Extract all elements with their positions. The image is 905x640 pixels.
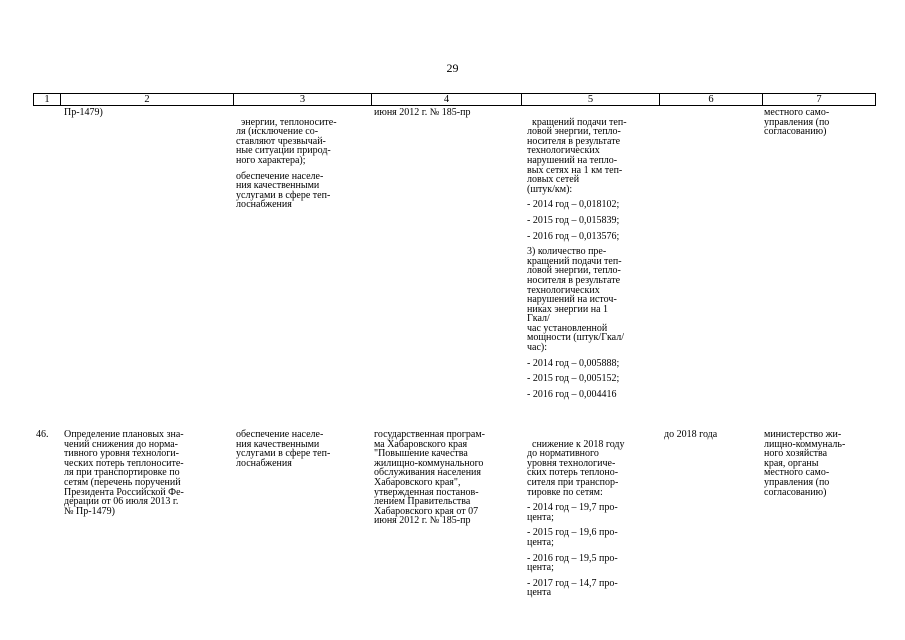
cont-col5-g: - 2015 год – 0,005152; bbox=[527, 373, 620, 385]
cont-col4: июня 2012 г. № 185-пр bbox=[374, 107, 471, 118]
row46-col5-d: - 2016 год – 19,5 про- цента; bbox=[527, 552, 618, 574]
header-col-4: 4 bbox=[372, 94, 522, 105]
cont-col3-b: обеспечение населе- ния качественными услугами в сфере теп- лоснабжения bbox=[236, 170, 331, 211]
page-number: 29 bbox=[446, 61, 459, 75]
header-col-7: 7 bbox=[816, 94, 822, 105]
row46-col2: Определение плановых зна- чений снижения до норма- тивного уровня технологи- ческих потерь теплоносите- ля при транспортировке по сетям (перечень поручений Президента Российской Фе- дерации от 06 июля 2013 г. № Пр-1479) bbox=[64, 429, 184, 517]
header-col-1: 1 bbox=[34, 94, 61, 105]
cont-col7: местного само- управления (по согласованию) bbox=[764, 107, 830, 138]
cont-col2: Пр-1479) bbox=[64, 107, 103, 118]
header-col-6: 6 bbox=[660, 94, 763, 105]
row46-col5 bbox=[527, 430, 625, 598]
cont-col3 bbox=[236, 108, 337, 210]
cont-col5-a: кращений подачи теп- ловой энергии, тепло- носителя в результате технологических нарушений на тепло- вых сетях на 1 км теп- ловых сетей (штук/км): bbox=[527, 116, 627, 195]
header-col-2: 2 bbox=[61, 94, 234, 105]
row46-col6: до 2018 года bbox=[664, 429, 718, 440]
cont-col5-c: - 2015 год – 0,015839; bbox=[527, 214, 620, 226]
row46-col5-c: - 2015 год – 19,6 про- цента; bbox=[527, 527, 618, 548]
cont-col3-a: энергии, теплоносите- ля (исключение со- ставляют чрезвычай- ные ситуации природ- ного характера); bbox=[236, 116, 337, 166]
row46-col5-b: - 2014 год – 19,7 про- цента; bbox=[527, 502, 618, 523]
header-col-5: 5 bbox=[522, 94, 660, 105]
table-header-row bbox=[33, 93, 876, 106]
cont-col5-h: - 2016 год – 0,004416 bbox=[527, 388, 617, 400]
row46-col4: государственная програм- ма Хабаровского края "Повышение качества жилищно-коммунального обслуживания населения Хабаровского края", утвержденная постанов- лением Правительства Хабаровского края от 07 июня 2012 г. № 185-пр bbox=[374, 429, 486, 527]
cont-col5 bbox=[527, 108, 627, 399]
cont-col5-b: - 2014 год – 0,018102; bbox=[527, 199, 620, 211]
header-col-3: 3 bbox=[234, 94, 372, 105]
row46-col3: обеспечение населе- ния качественными услугами в сфере теп- лоснабжения bbox=[236, 429, 331, 469]
row46-num: 46. bbox=[36, 429, 49, 440]
cont-col5-e: 3) количество пре- кращений подачи теп- ловой энергии, тепло- носителя в результате технологических нарушений на источ- никах энергии на 1 Гкал/ час установленной мощности (штук/Гкал/ час): bbox=[527, 246, 624, 354]
row46-col5-a: снижение к 2018 году до нормативного уровня технологиче- ских потерь теплоно- сителя при транспор- тировке по сетям: bbox=[527, 438, 625, 498]
cont-col5-f: - 2014 год – 0,005888; bbox=[527, 357, 620, 369]
row46-col5-e: - 2017 год – 14,7 про- цента bbox=[527, 577, 618, 599]
cont-col5-d: - 2016 год – 0,013576; bbox=[527, 230, 620, 242]
row46-col7: министерство жи- лищно-коммуналь- ного хозяйства края, органы местного само- управления (по согласованию) bbox=[764, 429, 846, 498]
